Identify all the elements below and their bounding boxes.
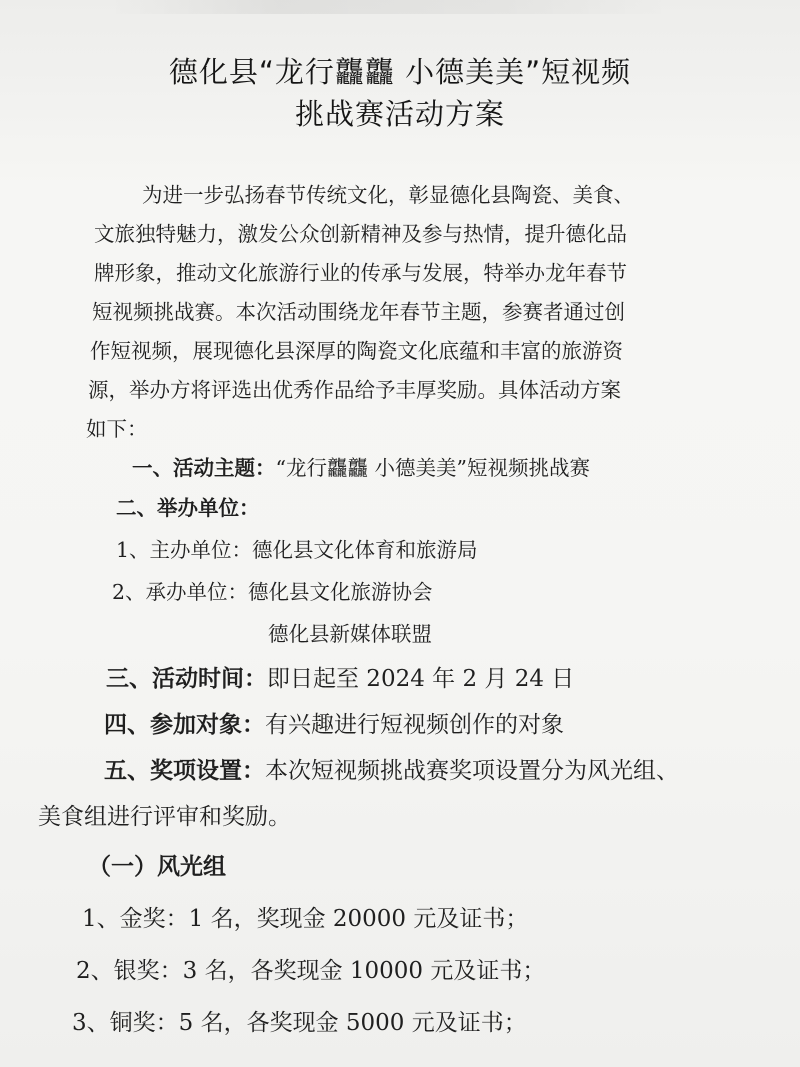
title-line-2: 挑战赛活动方案 bbox=[294, 97, 505, 131]
section-label: 三、活动时间： bbox=[106, 666, 267, 692]
organizer-host: 1、主办单位：德化县文化体育和旅游局 bbox=[116, 538, 478, 562]
intro-line: 牌形象，推动文化旅游行业的传承与发展，特举办龙年春节 bbox=[94, 261, 627, 285]
bleed-through-shadow bbox=[110, 0, 670, 14]
title-line-1: 德化县“龙行龘龘 小德美美”短视频 bbox=[168, 55, 632, 89]
intro-line: 如下： bbox=[86, 417, 148, 441]
organizer-undertaker: 2、承办单位：德化县文化旅游协会 bbox=[112, 580, 433, 604]
section-label: 五、奖项设置： bbox=[104, 758, 265, 784]
award-gold: 1、金奖：1 名，奖现金 20000 元及证书； bbox=[82, 906, 529, 932]
section-text: 本次短视频挑战赛奖项设置分为风光组、 bbox=[265, 758, 679, 784]
section-label: 二、举办单位： bbox=[116, 496, 260, 520]
section-awards bbox=[104, 752, 679, 785]
section-activity-time bbox=[106, 660, 574, 693]
intro-line: 文旅独特魅力，激发公众创新精神及参与热情，提升德化品 bbox=[94, 222, 627, 246]
intro-line: 源，举办方将评选出优秀作品给予丰厚奖励。具体活动方案 bbox=[88, 378, 621, 402]
section-text: 有兴趣进行短视频创作的对象 bbox=[265, 712, 564, 738]
intro-line: 为进一步弘扬春节传统文化，彰显德化县陶瓷、美食、 bbox=[142, 183, 634, 207]
award-silver: 2、银奖：3 名，各奖现金 10000 元及证书； bbox=[76, 958, 546, 984]
section-activity-theme bbox=[132, 451, 590, 481]
organizer-undertaker-2: 德化县新媒体联盟 bbox=[268, 622, 432, 646]
section-awards-continued: 美食组进行评审和奖励。 bbox=[38, 804, 291, 830]
intro-line: 作短视频，展现德化县深厚的陶瓷文化底蕴和丰富的旅游资 bbox=[90, 339, 623, 363]
section-label: 四、参加对象： bbox=[104, 712, 265, 738]
section-participants bbox=[104, 706, 564, 739]
intro-line: 短视频挑战赛。本次活动围绕龙年春节主题，参赛者通过创 bbox=[92, 300, 625, 324]
section-label: 一、活动主题： bbox=[132, 456, 276, 480]
section-organizers bbox=[116, 491, 260, 521]
section-text: 即日起至 2024 年 2 月 24 日 bbox=[267, 666, 575, 692]
award-bronze: 3、铜奖：5 名，各奖现金 5000 元及证书； bbox=[72, 1010, 527, 1036]
group-scenery-heading: （一）风光组 bbox=[88, 854, 226, 880]
section-text: “龙行龘龘 小德美美”短视频挑战赛 bbox=[275, 456, 590, 480]
